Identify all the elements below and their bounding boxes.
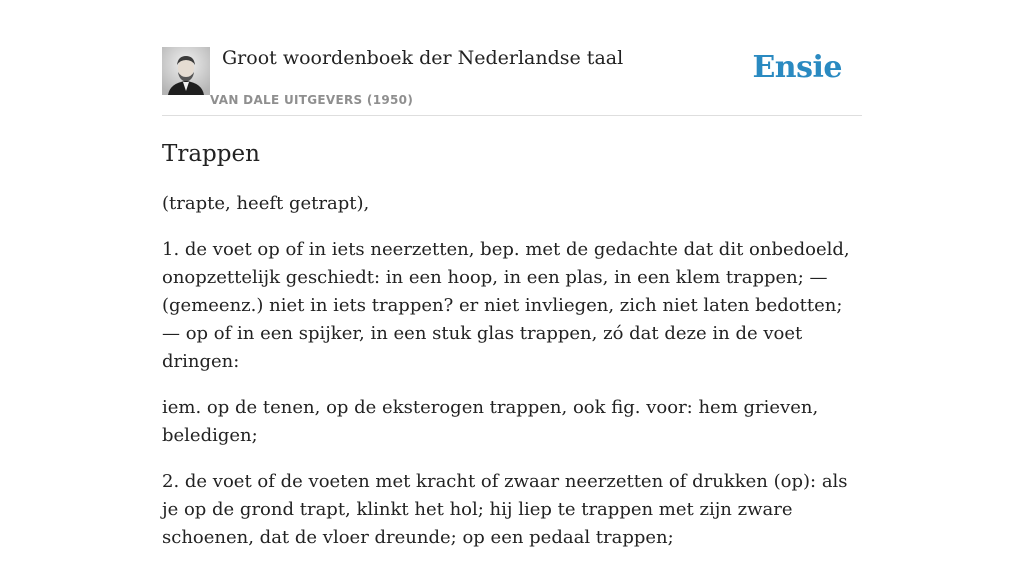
entry-paragraph: 2. de voet of de voeten met kracht of zwaar neerzetten of drukken (op): als je op de grond trapt, klinkt het hol; hij liep te trappen met zijn zware schoenen, dat de vloer dreunde; op een pedaal trappen; [162,471,848,548]
dictionary-header [162,46,862,116]
dictionary-entry [162,138,864,570]
entry-paragraph: (trapte, heeft getrapt), [162,193,370,214]
entry-paragraph: 1. de voet op of in iets neerzetten, bep. met de gedachte dat dit onbedoeld, onopzettelijk geschiedt: in een hoop, in een plas, in een klem trappen; — (gemeenz.) niet in iets trappen? er niet invliegen, zich niet laten bedotten; — op of in een spijker, in een stuk glas trappen, zó dat deze in de voet dringen: [162,239,850,372]
book-title[interactable]: Groot woordenboek der Nederlandse taal [222,47,624,69]
entry-title: Trappen [162,141,260,167]
entry-paragraph: iem. op de tenen, op de eksterogen trappen, ook fig. voor: hem grieven, beledigen; [162,397,819,446]
author-avatar [162,47,210,95]
ensie-logo[interactable]: Ensie [752,50,842,85]
portrait-image [162,47,210,95]
publisher-label: VAN DALE UITGEVERS (1950) [210,93,414,107]
